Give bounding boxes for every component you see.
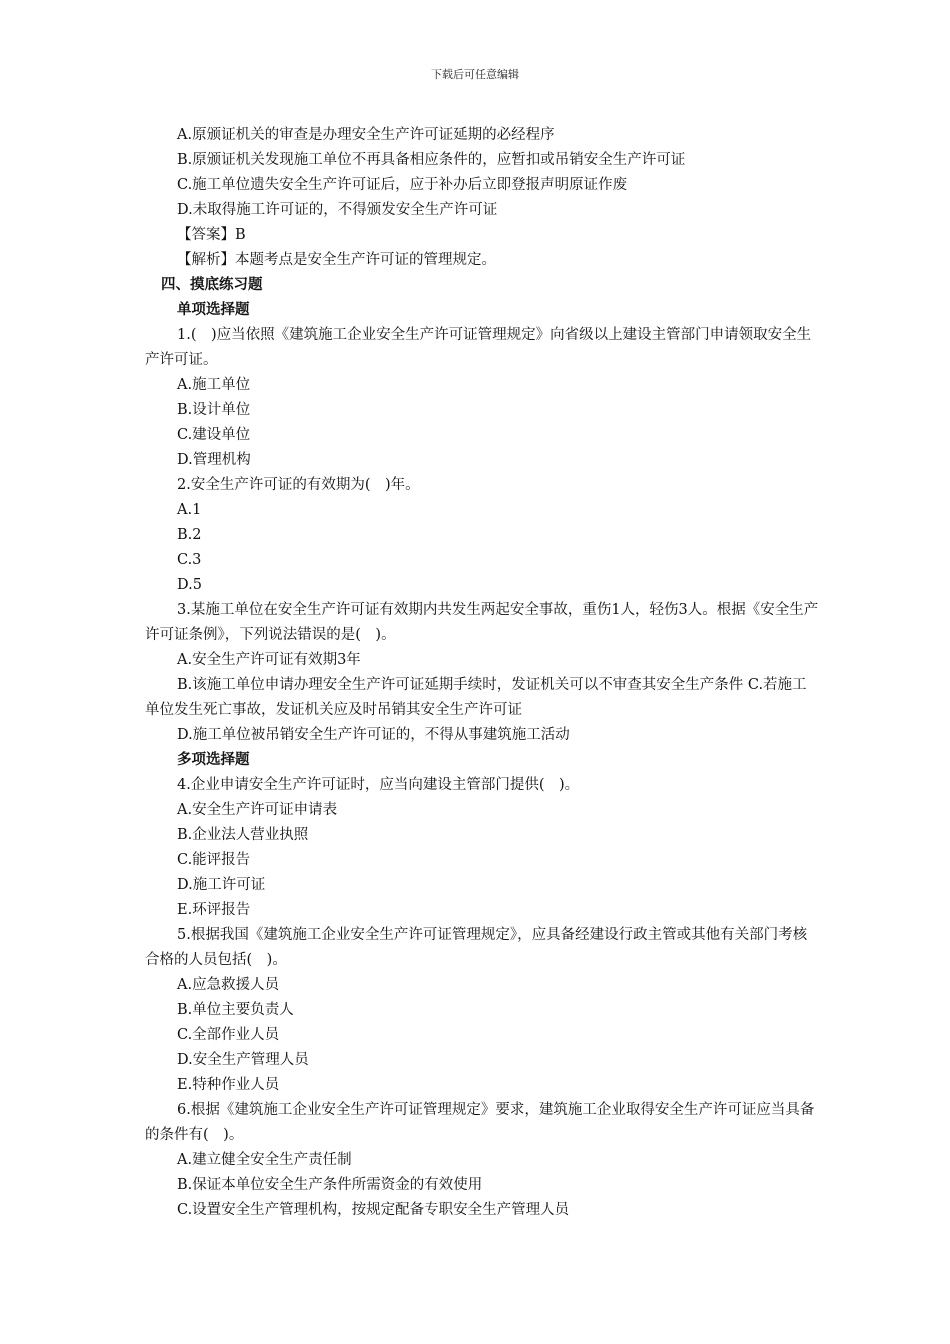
question-6-option-b: B.保证本单位安全生产条件所需资金的有效使用 xyxy=(177,1177,483,1193)
question-1-option-b: B.设计单位 xyxy=(177,402,251,418)
question-4-option-a: A.安全生产许可证申请表 xyxy=(177,802,338,818)
answer-line: 【答案】B xyxy=(177,227,246,243)
question-5-option-b: B.单位主要负责人 xyxy=(177,1002,294,1018)
question-6: 6.根据《建筑施工企业安全生产许可证管理规定》要求，建筑施工企业取得安全生产许可证应当具备的条件有( )。 xyxy=(145,1102,815,1143)
question-2: 2.安全生产许可证的有效期为( )年。 xyxy=(177,477,420,493)
section-heading: 四、摸底练习题 xyxy=(161,277,263,293)
question-3: 3.某施工单位在安全生产许可证有效期内共发生两起安全事故，重伤1人，轻伤3人。根据《安全生产许可证条例》，下列说法错误的是( )。 xyxy=(145,602,819,643)
question-5: 5.根据我国《建筑施工企业安全生产许可证管理规定》，应具备经建设行政主管或其他有关部门考核合格的人员包括( )。 xyxy=(145,927,808,968)
question-6-option-c: C.设置安全生产管理机构，按规定配备专职安全生产管理人员 xyxy=(177,1202,570,1218)
question-1-option-d: D.管理机构 xyxy=(177,452,251,468)
question-5-option-a: A.应急救援人员 xyxy=(177,977,280,993)
question-4-option-c: C.能评报告 xyxy=(177,852,251,868)
subsection-heading-single: 单项选择题 xyxy=(177,302,250,318)
question-4-option-b: B.企业法人营业执照 xyxy=(177,827,309,843)
option-a: A.原颁证机关的审查是办理安全生产许可证延期的必经程序 xyxy=(177,127,555,143)
option-b: B.原颁证机关发现施工单位不再具备相应条件的，应暂扣或吊销安全生产许可证 xyxy=(177,152,686,168)
question-2-option-c: C.3 xyxy=(177,552,202,568)
page-header: 下载后可任意编辑 xyxy=(431,68,519,81)
question-5-option-c: C.全部作业人员 xyxy=(177,1027,280,1043)
option-c: C.施工单位遗失安全生产许可证后，应于补办后立即登报声明原证作废 xyxy=(177,177,628,193)
question-3-option-d: D.施工单位被吊销安全生产许可证的，不得从事建筑施工活动 xyxy=(177,727,570,743)
question-5-option-e: E.特种作业人员 xyxy=(177,1077,280,1093)
question-2-option-d: D.5 xyxy=(177,577,202,593)
question-3-option-a: A.安全生产许可证有效期3年 xyxy=(177,652,361,668)
question-5-option-d: D.安全生产管理人员 xyxy=(177,1052,309,1068)
question-1: 1.( )应当依照《建筑施工企业安全生产许可证管理规定》向省级以上建设主管部门申请领取安全生产许可证。 xyxy=(145,327,812,368)
analysis-line: 【解析】本题考点是安全生产许可证的管理规定。 xyxy=(177,252,496,268)
question-2-option-b: B.2 xyxy=(177,527,202,543)
question-4: 4.企业申请安全生产许可证时，应当向建设主管部门提供( )。 xyxy=(177,777,580,793)
document-body xyxy=(145,123,820,1223)
question-1-option-c: C.建设单位 xyxy=(177,427,251,443)
question-6-option-a: A.建立健全安全生产责任制 xyxy=(177,1152,352,1168)
option-d: D.未取得施工许可证的，不得颁发安全生产许可证 xyxy=(177,202,498,218)
question-2-option-a: A.1 xyxy=(177,502,202,518)
question-4-option-d: D.施工许可证 xyxy=(177,877,266,893)
question-3-option-b-c: B.该施工单位申请办理安全生产许可证延期手续时，发证机关可以不审查其安全生产条件 C.若施工单位发生死亡事故，发证机关应及时吊销其安全生产许可证 xyxy=(145,677,807,718)
subsection-heading-multiple: 多项选择题 xyxy=(177,752,250,768)
question-1-option-a: A.施工单位 xyxy=(177,377,251,393)
question-4-option-e: E.环评报告 xyxy=(177,902,251,918)
